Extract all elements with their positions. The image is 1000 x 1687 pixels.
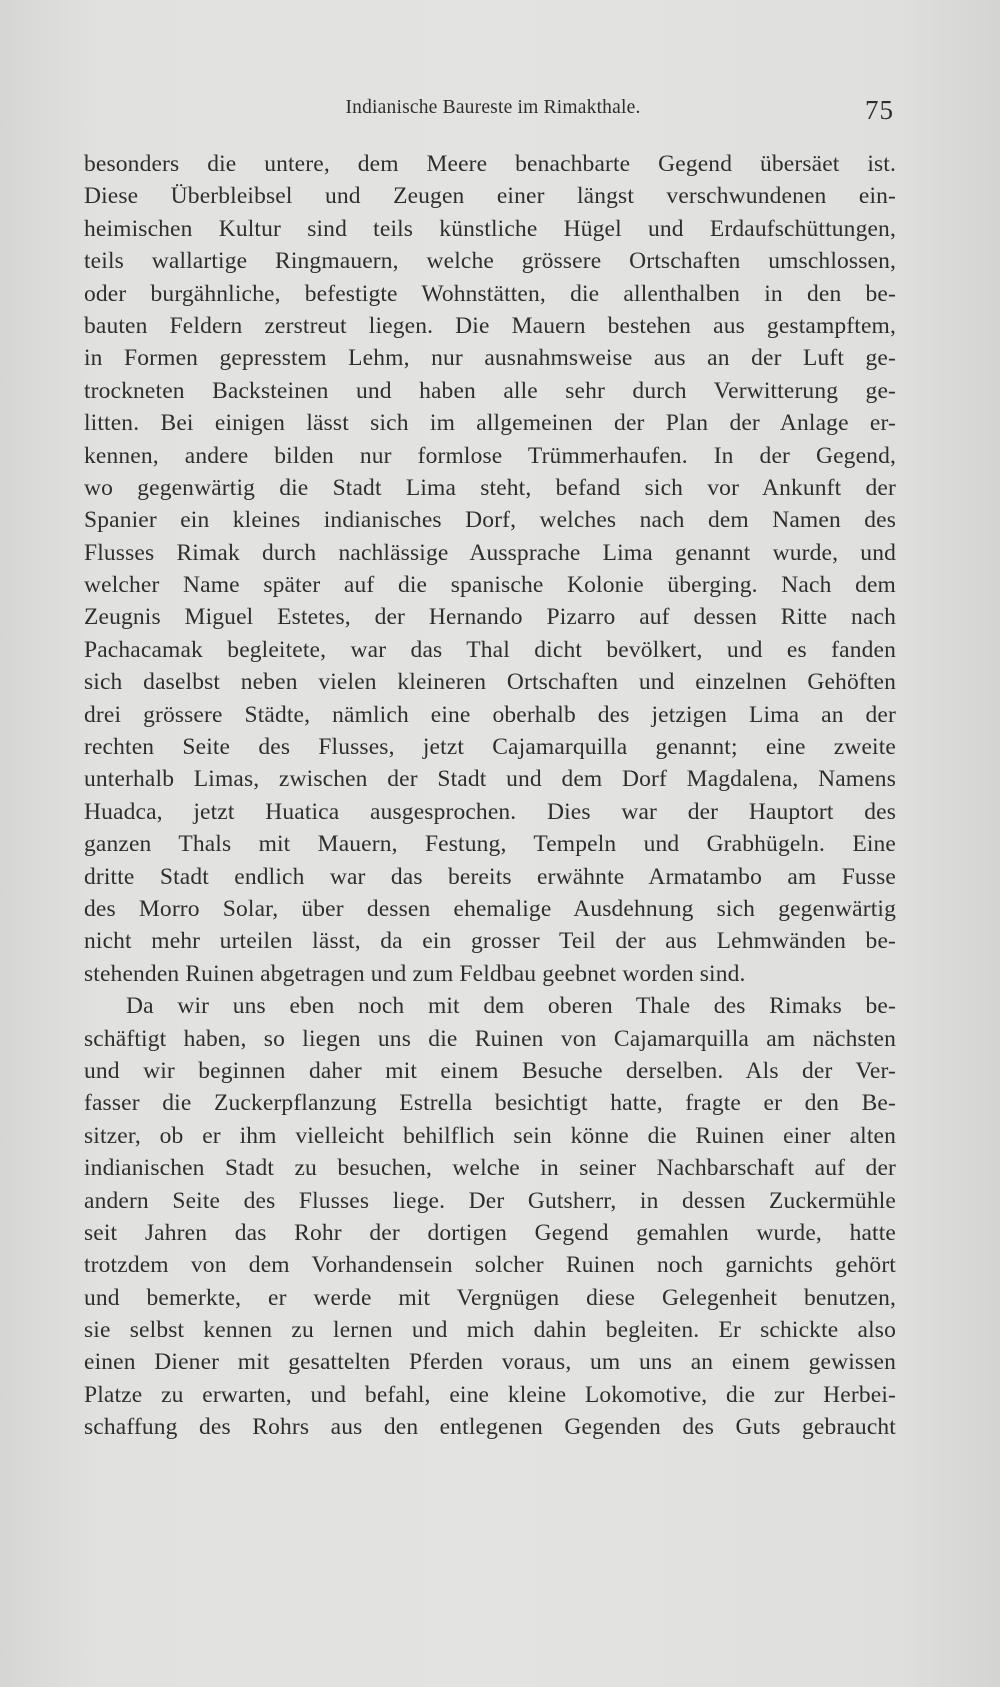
text-line: rechten Seite des Flusses, jetzt Cajamarquilla genannt; eine zweite	[84, 734, 896, 761]
text-line: kennen, andere bilden nur formlose Trümmerhaufen. In der Gegend,	[84, 442, 896, 469]
text-line: oder burgähnliche, befestigte Wohnstätten, die allenthalben in den be-	[84, 280, 896, 307]
text-line: sich daselbst neben vielen kleineren Ortschaften und einzelnen Gehöften	[84, 669, 896, 696]
text-line: Flusses Rimak durch nachlässige Aussprache Lima genannt wurde, und	[84, 539, 896, 566]
text-line: sie selbst kennen zu lernen und mich dahin begleiten. Er schickte also	[84, 1317, 896, 1344]
text-line: und bemerkte, er werde mit Vergnügen diese Gelegenheit benutzen,	[84, 1284, 896, 1311]
running-title: Indianische Baureste im Rimakthale.	[345, 97, 641, 118]
text-line: unterhalb Limas, zwischen der Stadt und dem Dorf Magdalena, Namens	[84, 766, 896, 793]
text-line: Pachacamak begleitete, war das Thal dicht bevölkert, und es fanden	[84, 636, 896, 663]
text-line: nicht mehr urteilen lässt, da ein grosser Teil der aus Lehmwänden be-	[84, 928, 896, 955]
text-line: heimischen Kultur sind teils künstliche Hügel und Erdaufschüttungen,	[84, 215, 896, 242]
text-line: stehenden Ruinen abgetragen und zum Feldbau geebnet worden sind.	[84, 960, 746, 987]
text-line: Spanier ein kleines indianisches Dorf, welches nach dem Namen des	[84, 507, 896, 534]
text-line: drei grössere Städte, nämlich eine oberhalb des jetzigen Lima an der	[84, 701, 896, 728]
body-text	[84, 148, 896, 1444]
text-line: teils wallartige Ringmauern, welche grössere Ortschaften umschlossen,	[84, 248, 896, 275]
text-line: indianischen Stadt zu besuchen, welche in seiner Nachbarschaft auf der	[84, 1155, 896, 1182]
text-line: wo gegenwärtig die Stadt Lima steht, befand sich vor Ankunft der	[84, 474, 896, 501]
text-line: litten. Bei einigen lässt sich im allgemeinen der Plan der Anlage er-	[84, 410, 896, 437]
text-line: welcher Name später auf die spanische Kolonie überging. Nach dem	[84, 572, 896, 599]
text-line: dritte Stadt endlich war das bereits erwähnte Armatambo am Fusse	[84, 863, 896, 890]
page-number: 75	[865, 95, 894, 125]
text-line: andern Seite des Flusses liege. Der Gutsherr, in dessen Zuckermühle	[84, 1187, 896, 1214]
text-line: Da wir uns eben noch mit dem oberen Thale des Rimaks be-	[126, 993, 896, 1020]
text-line: in Formen gepresstem Lehm, nur ausnahmsweise aus an der Luft ge-	[84, 345, 896, 372]
text-line: seit Jahren das Rohr der dortigen Gegend gemahlen wurde, hatte	[84, 1219, 896, 1246]
running-head	[84, 95, 902, 131]
text-line: des Morro Solar, über dessen ehemalige Ausdehnung sich gegenwärtig	[84, 895, 896, 922]
text-line: fasser die Zuckerpflanzung Estrella besichtigt hatte, fragte er den Be-	[84, 1090, 896, 1117]
text-line: sitzer, ob er ihm vielleicht behilflich sein könne die Ruinen einer alten	[84, 1122, 896, 1149]
text-line: bauten Feldern zerstreut liegen. Die Mauern bestehen aus gestampftem,	[84, 312, 896, 339]
text-line: und wir beginnen daher mit einem Besuche derselben. Als der Ver-	[84, 1057, 896, 1084]
text-line: Diese Überbleibsel und Zeugen einer längst verschwundenen ein-	[84, 183, 896, 210]
text-line: Huadca, jetzt Huatica ausgesprochen. Dies war der Hauptort des	[84, 798, 896, 825]
text-line: schaffung des Rohrs aus den entlegenen Gegenden des Guts gebraucht	[84, 1414, 896, 1441]
text-line: einen Diener mit gesattelten Pferden voraus, um uns an einem gewissen	[84, 1349, 896, 1376]
text-line: trockneten Backsteinen und haben alle sehr durch Verwitterung ge-	[84, 377, 896, 404]
text-line: Zeugnis Miguel Estetes, der Hernando Pizarro auf dessen Ritte nach	[84, 604, 896, 631]
text-line: besonders die untere, dem Meere benachbarte Gegend übersäet ist.	[84, 151, 896, 177]
text-line: ganzen Thals mit Mauern, Festung, Tempeln und Grabhügeln. Eine	[84, 831, 896, 858]
text-line: Platze zu erwarten, und befahl, eine kleine Lokomotive, die zur Herbei-	[84, 1381, 896, 1408]
text-line: trotzdem von dem Vorhandensein solcher Ruinen noch garnichts gehört	[84, 1252, 896, 1279]
text-line: schäftigt haben, so liegen uns die Ruinen von Cajamarquilla am nächsten	[84, 1025, 896, 1052]
